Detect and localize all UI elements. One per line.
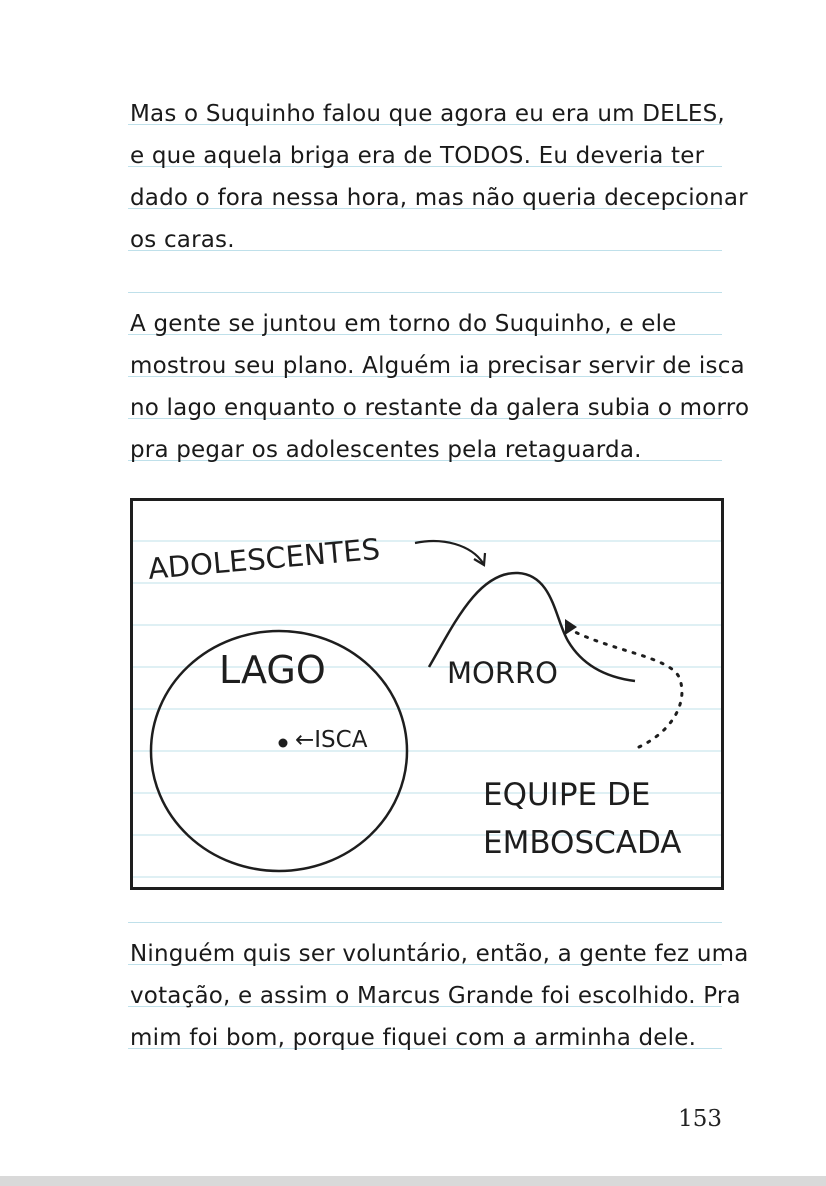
text-line: Mas o Suquinho falou que agora eu era um DELES,: [130, 101, 725, 127]
text-line: dado o fora nessa hora, mas não queria decepcionar: [130, 185, 748, 211]
ambush-dotted-path: [573, 631, 682, 747]
diagram-svg: [133, 501, 721, 887]
ambush-plan-diagram: [130, 498, 724, 890]
teens-label: ADOLESCENTES: [146, 531, 382, 586]
text-line: A gente se juntou em torno do Suquinho, e ele: [130, 311, 677, 337]
text-line: e que aquela briga era de TODOS. Eu deveria ter: [130, 143, 705, 169]
page-bottom-edge: [0, 1176, 826, 1186]
text-line: no lago enquanto o restante da galera subia o morro: [130, 395, 750, 421]
hill-label: MORRO: [447, 656, 558, 690]
ruled-line: [128, 922, 722, 923]
page-number: 153: [678, 1106, 722, 1132]
bait-label: ←ISCA: [295, 727, 368, 753]
text-line: Ninguém quis ser voluntário, então, a gente fez uma: [130, 941, 749, 967]
lake-label: LAGO: [219, 648, 326, 692]
text-line: votação, e assim o Marcus Grande foi escolhido. Pra: [130, 983, 741, 1009]
ruled-line: [128, 292, 722, 293]
ambush-label-line2: EMBOSCADA: [483, 825, 682, 861]
text-line: mim foi bom, porque fiquei com a arminha dele.: [130, 1025, 697, 1051]
bait-dot: [279, 739, 288, 748]
teens-arrow: [415, 541, 483, 563]
text-line: os caras.: [130, 227, 235, 253]
ambush-label-line1: EQUIPE DE: [483, 777, 651, 813]
text-line: pra pegar os adolescentes pela retaguarda.: [130, 437, 642, 463]
text-line: mostrou seu plano. Alguém ia precisar servir de isca: [130, 353, 745, 379]
